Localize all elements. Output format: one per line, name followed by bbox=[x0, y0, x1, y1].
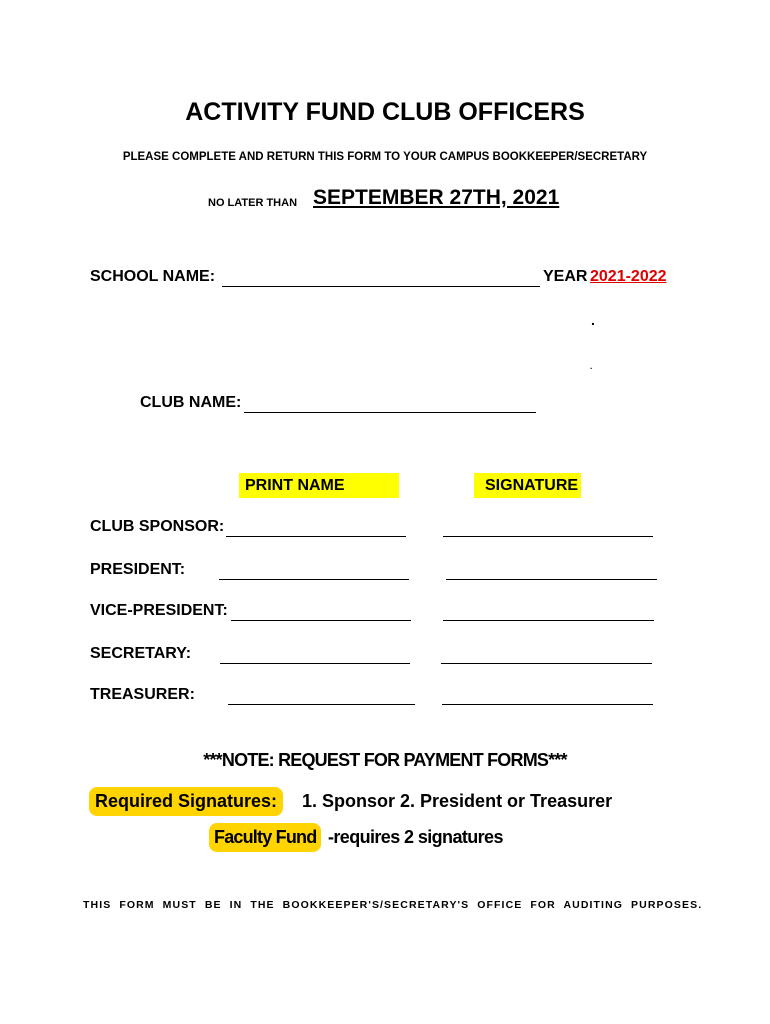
year-value: 2021-2022 bbox=[590, 268, 667, 285]
deadline-prefix: NO LATER THAN bbox=[208, 197, 298, 209]
president-signature-field[interactable] bbox=[446, 579, 657, 580]
page-title: ACTIVITY FUND CLUB OFFICERS bbox=[185, 98, 585, 126]
stray-dot: . bbox=[591, 312, 595, 328]
club-name-label: CLUB NAME: bbox=[140, 394, 242, 411]
footer-text: THIS FORM MUST BE IN THE BOOKKEEPER'S/SECRETARY'S OFFICE FOR AUDITING PURPOSES. bbox=[83, 899, 703, 911]
school-name-field[interactable] bbox=[222, 286, 540, 287]
officer-label-vice-president: VICE-PRESIDENT: bbox=[90, 602, 228, 619]
treasurer-name-field[interactable] bbox=[228, 704, 415, 705]
faculty-fund-label: Faculty Fund bbox=[209, 823, 321, 852]
stray-dot: . bbox=[590, 362, 593, 371]
president-name-field[interactable] bbox=[219, 579, 409, 580]
faculty-fund-text: -requires 2 signatures bbox=[328, 827, 503, 847]
required-signatures-label: Required Signatures: bbox=[89, 787, 283, 816]
signature-header: SIGNATURE bbox=[474, 473, 581, 498]
required-signatures-text: 1. Sponsor 2. President or Treasurer bbox=[302, 791, 613, 811]
sponsor-name-field[interactable] bbox=[226, 536, 406, 537]
officer-label-treasurer: TREASURER: bbox=[90, 686, 195, 703]
officer-label-sponsor: CLUB SPONSOR: bbox=[90, 518, 225, 535]
sponsor-signature-field[interactable] bbox=[443, 536, 653, 537]
note-title: ***NOTE: REQUEST FOR PAYMENT FORMS*** bbox=[203, 750, 567, 770]
vice-president-name-field[interactable] bbox=[231, 620, 411, 621]
deadline-date: SEPTEMBER 27TH, 2021 bbox=[313, 186, 560, 209]
year-label: YEAR bbox=[543, 268, 588, 285]
instructions-text: PLEASE COMPLETE AND RETURN THIS FORM TO YOUR CAMPUS BOOKKEEPER/SECRETARY bbox=[122, 151, 648, 163]
vice-president-signature-field[interactable] bbox=[443, 620, 654, 621]
officer-label-president: PRESIDENT: bbox=[90, 561, 186, 578]
print-name-header: PRINT NAME bbox=[239, 473, 399, 498]
treasurer-signature-field[interactable] bbox=[442, 704, 653, 705]
officer-label-secretary: SECRETARY: bbox=[90, 645, 192, 662]
secretary-signature-field[interactable] bbox=[441, 663, 652, 664]
school-name-label: SCHOOL NAME: bbox=[90, 268, 216, 285]
secretary-name-field[interactable] bbox=[220, 663, 410, 664]
club-name-field[interactable] bbox=[244, 412, 536, 413]
